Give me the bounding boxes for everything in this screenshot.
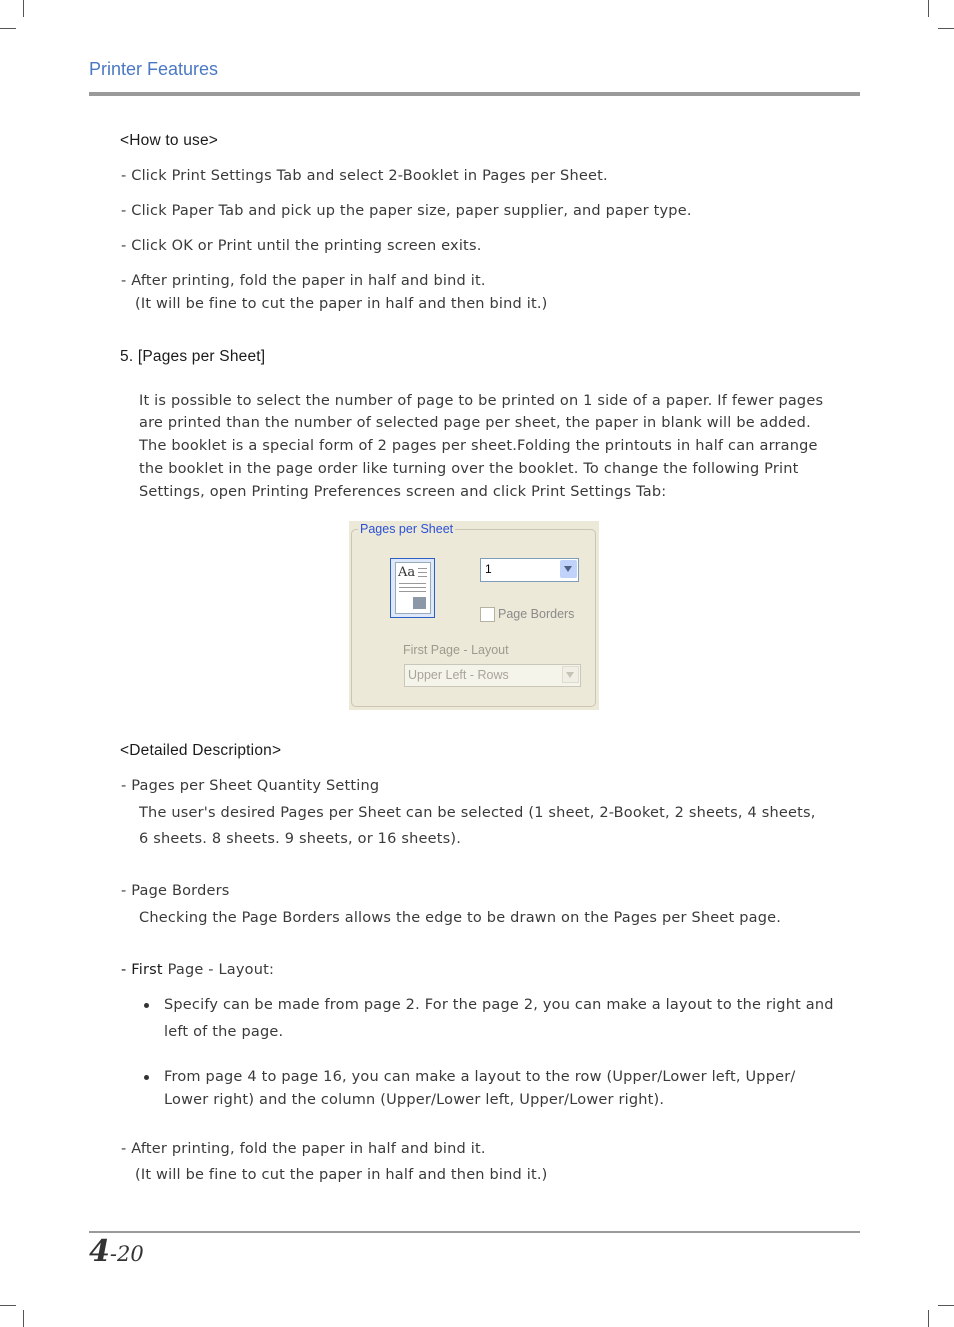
section-heading: 5. [Pages per Sheet] bbox=[120, 348, 266, 365]
page-preview-icon bbox=[390, 558, 435, 618]
preview-line bbox=[418, 568, 427, 569]
page-borders-text: Checking the Page Borders allows the edge to be drawn on the Pages per Sheet page. bbox=[139, 910, 782, 926]
crop-mark bbox=[23, 0, 24, 17]
chevron-down-icon bbox=[564, 566, 572, 572]
first-page-layout-value: Upper Left - Rows bbox=[408, 668, 509, 682]
pages-per-sheet-value: 1 bbox=[485, 562, 492, 576]
crop-mark bbox=[928, 1310, 929, 1327]
first-page-layout-rest: Page - Layout: bbox=[162, 962, 275, 978]
pages-per-sheet-select[interactable] bbox=[480, 558, 579, 582]
crop-mark bbox=[23, 1310, 24, 1327]
pages-per-sheet-dialog bbox=[349, 521, 599, 710]
bullet-icon bbox=[144, 1003, 149, 1008]
paragraph-line: The booklet is a special form of 2 pages per sheet.Folding the printouts in half can arrange bbox=[139, 438, 818, 454]
preview-page bbox=[395, 562, 431, 614]
chapter-number: 4 bbox=[89, 1234, 110, 1269]
preview-text: Aa bbox=[398, 565, 416, 580]
paragraph-line: It is possible to select the number of page to be printed on 1 side of a paper. If fewer pages bbox=[139, 393, 824, 409]
crop-mark bbox=[938, 28, 954, 29]
crop-mark bbox=[0, 1305, 16, 1306]
group-box-title: Pages per Sheet bbox=[360, 522, 454, 536]
preview-line bbox=[418, 572, 427, 573]
first-page-layout-prefix: - First bbox=[121, 962, 163, 978]
first-page-layout-label: First Page - Layout bbox=[403, 643, 509, 657]
page-number bbox=[89, 1234, 144, 1269]
after-printing-text: - After printing, fold the paper in half and bind it. bbox=[121, 1141, 486, 1157]
paragraph-line: are printed than the number of selected page per sheet, the paper in blank will be added. bbox=[139, 415, 811, 431]
preview-line bbox=[399, 591, 426, 592]
bullet-text: From page 4 to page 16, you can make a layout to the row (Upper/Lower left, Upper/ bbox=[164, 1069, 796, 1085]
page-borders-label: Page Borders bbox=[498, 607, 575, 621]
dropdown-button[interactable] bbox=[560, 560, 577, 578]
qty-setting-title: - Pages per Sheet Quantity Setting bbox=[121, 778, 380, 794]
paragraph-line: the booklet in the page order like turning over the booklet. To change the following Print bbox=[139, 461, 799, 477]
header-rule bbox=[89, 92, 860, 96]
detailed-description-heading: <Detailed Description> bbox=[120, 742, 282, 759]
page-index: -20 bbox=[109, 1242, 144, 1266]
dropdown-button[interactable] bbox=[562, 666, 579, 683]
how-to-use-note: (It will be fine to cut the paper in half and then bind it.) bbox=[135, 296, 548, 312]
page-borders-title: - Page Borders bbox=[121, 883, 230, 899]
bullet-text: left of the page. bbox=[164, 1024, 284, 1040]
page-borders-checkbox[interactable] bbox=[480, 607, 495, 622]
qty-setting-text: 6 sheets. 8 sheets. 9 sheets, or 16 sheets). bbox=[139, 831, 462, 847]
after-printing-note: (It will be fine to cut the paper in half and then bind it.) bbox=[135, 1167, 548, 1183]
crop-mark bbox=[0, 28, 16, 29]
bullet-text: Specify can be made from page 2. For the page 2, you can make a layout to the right and bbox=[164, 997, 834, 1013]
chevron-down-icon bbox=[566, 672, 574, 678]
crop-mark bbox=[928, 0, 929, 17]
running-header-title: Printer Features bbox=[89, 59, 219, 79]
preview-image bbox=[413, 597, 426, 609]
crop-mark bbox=[938, 1305, 954, 1306]
bullet-text: Lower right) and the column (Upper/Lower left, Upper/Lower right). bbox=[164, 1092, 665, 1108]
first-page-layout-title bbox=[121, 960, 274, 980]
preview-line bbox=[399, 583, 426, 584]
preview-line bbox=[418, 576, 427, 577]
how-to-use-heading: <How to use> bbox=[120, 132, 219, 149]
footer-rule bbox=[89, 1231, 860, 1233]
qty-setting-text: The user's desired Pages per Sheet can be selected (1 sheet, 2-Booket, 2 sheets, 4 sheets, bbox=[139, 805, 816, 821]
paragraph-line: Settings, open Printing Preferences screen and click Print Settings Tab: bbox=[139, 484, 667, 500]
how-to-use-item: - Click Paper Tab and pick up the paper size, paper supplier, and paper type. bbox=[121, 203, 692, 219]
how-to-use-item: - Click Print Settings Tab and select 2-Booklet in Pages per Sheet. bbox=[121, 168, 608, 184]
how-to-use-item: - After printing, fold the paper in half and bind it. bbox=[121, 273, 486, 289]
preview-line bbox=[399, 587, 426, 588]
how-to-use-item: - Click OK or Print until the printing screen exits. bbox=[121, 238, 482, 254]
first-page-layout-select[interactable] bbox=[404, 664, 581, 687]
bullet-icon bbox=[144, 1075, 149, 1080]
